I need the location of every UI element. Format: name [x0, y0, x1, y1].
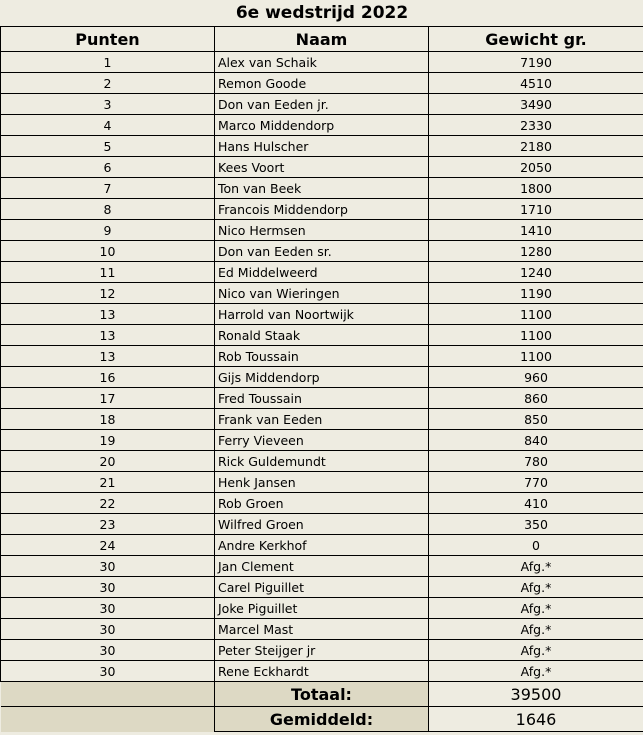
cell-naam: Jan Clement — [215, 556, 429, 577]
cell-punten: 10 — [1, 241, 215, 262]
cell-naam: Henk Jansen — [215, 472, 429, 493]
cell-gewicht: Afg.* — [429, 619, 643, 640]
cell-gewicht: 860 — [429, 388, 643, 409]
cell-punten: 30 — [1, 619, 215, 640]
footer-blank-cell — [1, 682, 215, 707]
cell-punten: 21 — [1, 472, 215, 493]
table-row — [1, 598, 643, 619]
cell-punten: 30 — [1, 556, 215, 577]
cell-naam: Kees Voort — [215, 157, 429, 178]
table-row — [1, 451, 643, 472]
cell-punten: 11 — [1, 262, 215, 283]
table-row — [1, 493, 643, 514]
table-body — [1, 52, 643, 682]
cell-gewicht: 0 — [429, 535, 643, 556]
cell-naam: Nico van Wieringen — [215, 283, 429, 304]
cell-naam: Harrold van Noortwijk — [215, 304, 429, 325]
cell-gewicht: Afg.* — [429, 661, 643, 682]
cell-gewicht: Afg.* — [429, 640, 643, 661]
table-row — [1, 178, 643, 199]
cell-naam: Rob Toussain — [215, 346, 429, 367]
cell-punten: 30 — [1, 640, 215, 661]
cell-gewicht: 2330 — [429, 115, 643, 136]
cell-punten: 3 — [1, 94, 215, 115]
cell-naam: Ferry Vieveen — [215, 430, 429, 451]
cell-naam: Marcel Mast — [215, 619, 429, 640]
cell-gewicht: 770 — [429, 472, 643, 493]
cell-punten: 18 — [1, 409, 215, 430]
cell-punten: 1 — [1, 52, 215, 73]
table-row — [1, 94, 643, 115]
cell-gewicht: 2180 — [429, 136, 643, 157]
cell-punten: 19 — [1, 430, 215, 451]
table-row — [1, 262, 643, 283]
cell-naam: Ronald Staak — [215, 325, 429, 346]
table-row — [1, 640, 643, 661]
average-row — [1, 707, 643, 732]
cell-punten: 22 — [1, 493, 215, 514]
cell-naam: Ton van Beek — [215, 178, 429, 199]
cell-punten: 16 — [1, 367, 215, 388]
cell-naam: Don van Eeden sr. — [215, 241, 429, 262]
cell-punten: 9 — [1, 220, 215, 241]
cell-punten: 13 — [1, 325, 215, 346]
table-row — [1, 241, 643, 262]
cell-naam: Andre Kerkhof — [215, 535, 429, 556]
table-row — [1, 556, 643, 577]
table-row — [1, 535, 643, 556]
cell-naam: Rene Eckhardt — [215, 661, 429, 682]
average-value: 1646 — [429, 707, 643, 732]
cell-punten: 30 — [1, 598, 215, 619]
table-row — [1, 115, 643, 136]
cell-naam: Peter Steijger jr — [215, 640, 429, 661]
cell-gewicht: 1280 — [429, 241, 643, 262]
table-row — [1, 283, 643, 304]
table-row — [1, 52, 643, 73]
footer-blank-cell — [1, 707, 215, 732]
cell-gewicht: 960 — [429, 367, 643, 388]
cell-naam: Nico Hermsen — [215, 220, 429, 241]
table-row — [1, 472, 643, 493]
cell-gewicht: 840 — [429, 430, 643, 451]
table-row — [1, 430, 643, 451]
cell-gewicht: 7190 — [429, 52, 643, 73]
table-row — [1, 409, 643, 430]
table-row — [1, 346, 643, 367]
cell-gewicht: 1190 — [429, 283, 643, 304]
cell-gewicht: 1100 — [429, 304, 643, 325]
table-row — [1, 661, 643, 682]
table-row — [1, 388, 643, 409]
cell-naam: Fred Toussain — [215, 388, 429, 409]
cell-naam: Don van Eeden jr. — [215, 94, 429, 115]
total-label: Totaal: — [215, 682, 429, 707]
table-row — [1, 304, 643, 325]
table-row — [1, 514, 643, 535]
total-row — [1, 682, 643, 707]
cell-punten: 24 — [1, 535, 215, 556]
cell-gewicht: 1710 — [429, 199, 643, 220]
column-header-naam: Naam — [215, 27, 429, 52]
cell-gewicht: Afg.* — [429, 556, 643, 577]
cell-punten: 6 — [1, 157, 215, 178]
cell-gewicht: 2050 — [429, 157, 643, 178]
cell-gewicht: 1800 — [429, 178, 643, 199]
cell-gewicht: Afg.* — [429, 598, 643, 619]
cell-punten: 4 — [1, 115, 215, 136]
cell-naam: Alex van Schaik — [215, 52, 429, 73]
cell-punten: 30 — [1, 577, 215, 598]
cell-punten: 30 — [1, 661, 215, 682]
cell-punten: 23 — [1, 514, 215, 535]
table-row — [1, 157, 643, 178]
table-row — [1, 619, 643, 640]
cell-gewicht: 780 — [429, 451, 643, 472]
cell-naam: Frank van Eeden — [215, 409, 429, 430]
cell-punten: 12 — [1, 283, 215, 304]
cell-naam: Rob Groen — [215, 493, 429, 514]
cell-naam: Francois Middendorp — [215, 199, 429, 220]
table-row — [1, 325, 643, 346]
cell-punten: 20 — [1, 451, 215, 472]
title-row — [1, 0, 643, 27]
cell-naam: Marco Middendorp — [215, 115, 429, 136]
table-row — [1, 220, 643, 241]
cell-punten: 17 — [1, 388, 215, 409]
cell-punten: 8 — [1, 199, 215, 220]
cell-punten: 7 — [1, 178, 215, 199]
average-label: Gemiddeld: — [215, 707, 429, 732]
cell-punten: 13 — [1, 304, 215, 325]
cell-punten: 2 — [1, 73, 215, 94]
cell-gewicht: 3490 — [429, 94, 643, 115]
table-row — [1, 73, 643, 94]
cell-gewicht: 850 — [429, 409, 643, 430]
table-row — [1, 577, 643, 598]
sheet-title: 6e wedstrijd 2022 — [1, 0, 643, 27]
table-row — [1, 136, 643, 157]
table-row — [1, 199, 643, 220]
cell-gewicht: 1240 — [429, 262, 643, 283]
cell-punten: 5 — [1, 136, 215, 157]
cell-gewicht: 1100 — [429, 346, 643, 367]
cell-gewicht: 350 — [429, 514, 643, 535]
header-row — [1, 27, 643, 52]
cell-naam: Gijs Middendorp — [215, 367, 429, 388]
total-value: 39500 — [429, 682, 643, 707]
cell-naam: Rick Guldemundt — [215, 451, 429, 472]
cell-naam: Ed Middelweerd — [215, 262, 429, 283]
cell-punten: 13 — [1, 346, 215, 367]
table-row — [1, 367, 643, 388]
cell-gewicht: Afg.* — [429, 577, 643, 598]
cell-naam: Hans Hulscher — [215, 136, 429, 157]
cell-gewicht: 1410 — [429, 220, 643, 241]
cell-naam: Wilfred Groen — [215, 514, 429, 535]
cell-naam: Joke Piguillet — [215, 598, 429, 619]
cell-gewicht: 410 — [429, 493, 643, 514]
cell-naam: Remon Goode — [215, 73, 429, 94]
cell-gewicht: 1100 — [429, 325, 643, 346]
cell-naam: Carel Piguillet — [215, 577, 429, 598]
column-header-punten: Punten — [1, 27, 215, 52]
column-header-gewicht: Gewicht gr. — [429, 27, 643, 52]
cell-gewicht: 4510 — [429, 73, 643, 94]
